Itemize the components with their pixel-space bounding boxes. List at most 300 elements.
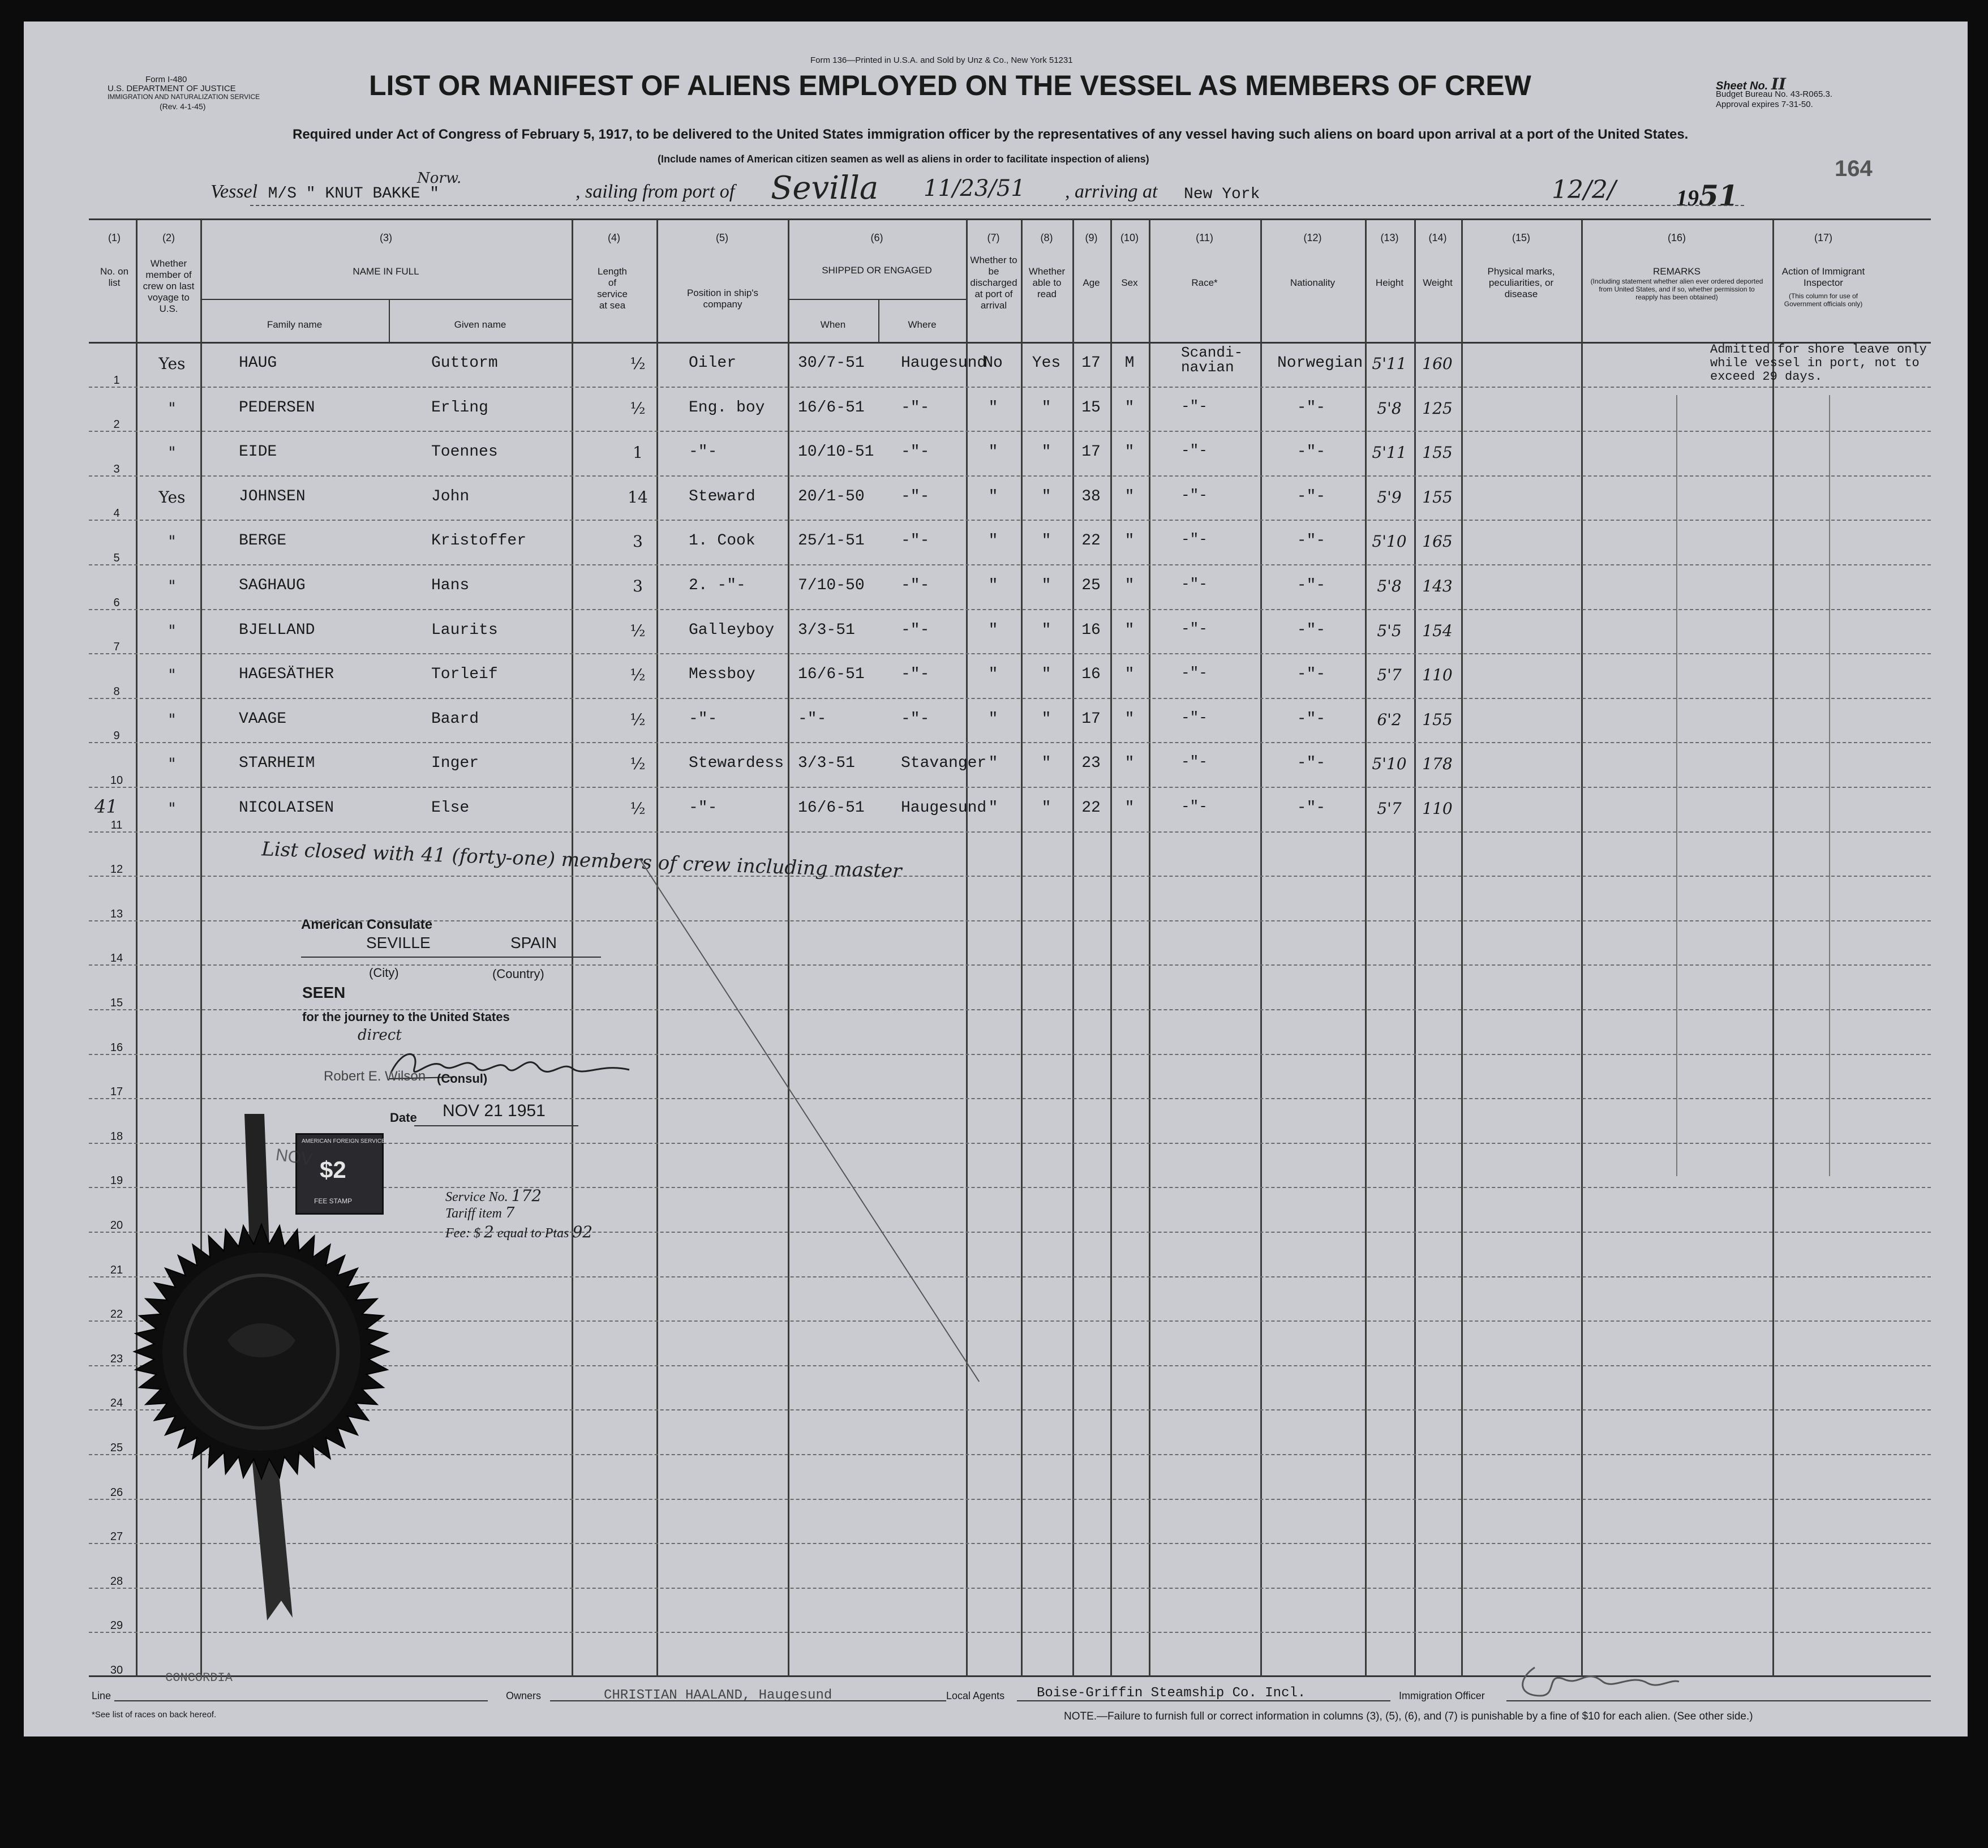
subheader-where: Where bbox=[908, 319, 937, 330]
cell-height: 5'11 bbox=[1372, 443, 1407, 462]
cell-member-crew: Yes bbox=[158, 487, 186, 507]
cell-discharged: No bbox=[984, 354, 1003, 372]
col-num-7: (7) bbox=[987, 232, 1000, 243]
cell-age: 16 bbox=[1081, 621, 1101, 639]
cell-position: Stewardess bbox=[689, 754, 784, 773]
closing-note: List closed with 41 (forty-one) members of crew including master bbox=[261, 838, 903, 883]
year-label bbox=[1676, 179, 1738, 212]
cell-race: Scandi- navian bbox=[1181, 344, 1243, 376]
col-num-10: (10) bbox=[1120, 232, 1139, 243]
cell-shipped-when: 10/10-51 bbox=[798, 443, 874, 461]
row-number: 11 bbox=[110, 819, 123, 831]
department: U.S. DEPARTMENT OF JUSTICE bbox=[108, 84, 236, 93]
cell-family-name: PEDERSEN bbox=[239, 398, 315, 417]
col-header-name: NAME IN FULL bbox=[353, 266, 419, 277]
arriving-port: New York bbox=[1184, 186, 1260, 203]
service-number: 172 bbox=[511, 1186, 542, 1205]
row-number: 6 bbox=[113, 597, 120, 609]
col-num-9: (9) bbox=[1085, 232, 1098, 243]
cell-race: -"- bbox=[1181, 664, 1208, 682]
cell-shipped-where: -"- bbox=[901, 666, 930, 684]
cell-able-to-read: " bbox=[1041, 621, 1051, 639]
cell-able-to-read: " bbox=[1041, 443, 1051, 461]
row-number: 24 bbox=[110, 1397, 123, 1409]
vessel-nationality-note: Norw. bbox=[417, 170, 462, 187]
col-line bbox=[1072, 220, 1074, 1677]
cell-member-crew: " bbox=[168, 532, 176, 551]
cell-race: -"- bbox=[1181, 397, 1208, 415]
cell-shipped-where: -"- bbox=[901, 710, 930, 728]
cell-nationality: -"- bbox=[1296, 577, 1326, 594]
city-label: (City) bbox=[369, 966, 399, 980]
cell-discharged: " bbox=[988, 621, 998, 639]
cell-sex: " bbox=[1124, 754, 1135, 773]
cell-position: 1. Cook bbox=[689, 532, 755, 550]
col-num-11: (11) bbox=[1196, 232, 1213, 243]
cell-shipped-where: -"- bbox=[901, 621, 930, 639]
col-line bbox=[1021, 220, 1023, 1677]
cell-weight: 155 bbox=[1422, 443, 1453, 462]
action-note: (This column for use of Government officials only) bbox=[1784, 292, 1863, 308]
cell-height: 5'7 bbox=[1377, 799, 1402, 818]
col-header-shipped: SHIPPED OR ENGAGED bbox=[822, 265, 932, 276]
col-line bbox=[1414, 220, 1416, 1677]
cell-shipped-when: 3/3-51 bbox=[798, 621, 855, 639]
fee-ptas: 92 bbox=[572, 1223, 593, 1241]
remarks-text: Admitted for shore leave only while vessel in port, not to exceed 29 days. bbox=[1710, 342, 1927, 384]
tariff-number: 7 bbox=[505, 1204, 515, 1221]
cell-nationality: -"- bbox=[1296, 398, 1326, 417]
col-line bbox=[656, 220, 658, 1677]
cell-given-name: Baard bbox=[431, 710, 479, 728]
cell-family-name: HAGESÄTHER bbox=[239, 666, 334, 684]
cell-sex: " bbox=[1124, 666, 1135, 684]
cell-shipped-where: -"- bbox=[901, 443, 930, 461]
row-number: 8 bbox=[113, 685, 120, 698]
consular-seal bbox=[126, 1114, 409, 1623]
cell-able-to-read: " bbox=[1041, 666, 1051, 684]
footer-line-value: CONCORDIA bbox=[165, 1671, 233, 1685]
cell-given-name: Kristoffer bbox=[431, 532, 527, 550]
row-rule bbox=[89, 564, 1931, 565]
cell-sex: " bbox=[1124, 398, 1135, 417]
fee-equal-label: equal to Ptas bbox=[497, 1226, 569, 1241]
col-line bbox=[966, 220, 968, 1677]
col-line bbox=[1365, 220, 1367, 1677]
cell-age: 25 bbox=[1081, 577, 1101, 594]
sheet-no-value: II bbox=[1771, 75, 1787, 93]
cell-height: 5'8 bbox=[1377, 577, 1402, 595]
cell-shipped-where: -"- bbox=[901, 398, 930, 417]
cell-discharged: " bbox=[988, 398, 998, 417]
sheet-no-label: Sheet No. bbox=[1716, 80, 1768, 92]
cell-age: 22 bbox=[1081, 799, 1101, 817]
cell-discharged: " bbox=[988, 577, 998, 594]
cell-family-name: EIDE bbox=[239, 443, 277, 461]
cell-weight: 178 bbox=[1422, 754, 1453, 774]
cell-member-crew: " bbox=[168, 799, 176, 818]
cell-weight: 155 bbox=[1422, 487, 1453, 507]
consul-name: Robert E. Wilson bbox=[324, 1069, 426, 1084]
row-rule bbox=[89, 876, 1931, 877]
seen-label: SEEN bbox=[302, 984, 346, 1001]
fee-stamp-bottom: FEE STAMP bbox=[314, 1197, 353, 1205]
row-number: 30 bbox=[110, 1664, 123, 1677]
cancel-date-stamp: NOV bbox=[274, 1145, 314, 1169]
cell-family-name: VAAGE bbox=[239, 710, 287, 728]
cell-family-name: BJELLAND bbox=[239, 621, 315, 639]
cell-nationality: -"- bbox=[1296, 443, 1326, 461]
cell-position: -"- bbox=[689, 799, 718, 817]
cell-height: 5'10 bbox=[1372, 532, 1407, 551]
cell-able-to-read: Yes bbox=[1032, 354, 1061, 372]
fee-label: Fee: $ bbox=[445, 1226, 480, 1241]
row-rule bbox=[89, 653, 1931, 654]
cell-given-name: Inger bbox=[431, 754, 479, 773]
cell-position: Eng. boy bbox=[689, 398, 765, 417]
shipped-subheader-line bbox=[788, 299, 966, 300]
col-num-4: (4) bbox=[608, 232, 620, 243]
sailing-date: 11/23/51 bbox=[924, 175, 1025, 201]
cell-weight: 165 bbox=[1422, 532, 1453, 551]
col-header-age: Age bbox=[1083, 277, 1100, 288]
subheader-when: When bbox=[820, 319, 846, 330]
approval-expiry: Approval expires 7-31-50. bbox=[1716, 100, 1813, 109]
cell-given-name: John bbox=[431, 487, 470, 505]
remarks-bracket-line bbox=[1829, 395, 1830, 1176]
cell-age: 23 bbox=[1081, 754, 1101, 773]
cell-height: 5'9 bbox=[1377, 487, 1402, 507]
cell-shipped-when: 7/10-50 bbox=[798, 577, 865, 594]
footer-officer-underline bbox=[1506, 1700, 1931, 1701]
cell-sex: " bbox=[1124, 487, 1135, 505]
footer-agents-value: Boise-Griffin Steamship Co. Incl. bbox=[1037, 1686, 1306, 1701]
cell-age: 17 bbox=[1081, 443, 1101, 461]
consulate-country: SPAIN bbox=[510, 934, 557, 951]
row-number: 21 bbox=[110, 1264, 123, 1276]
row-rule bbox=[89, 475, 1931, 477]
row-number: 25 bbox=[110, 1442, 123, 1454]
cell-position: Messboy bbox=[689, 666, 755, 684]
cell-race: -"- bbox=[1181, 620, 1208, 637]
row-number: 16 bbox=[110, 1041, 123, 1054]
cell-nationality: -"- bbox=[1296, 710, 1326, 728]
table-top-border bbox=[89, 218, 1931, 220]
vessel-underline bbox=[250, 205, 1744, 206]
cell-shipped-where: -"- bbox=[901, 487, 930, 505]
row-rule bbox=[89, 387, 1931, 388]
footer-line-label: Line bbox=[92, 1690, 111, 1701]
cell-age: 16 bbox=[1081, 666, 1101, 684]
row-number: 3 bbox=[113, 463, 120, 475]
col-num-3: (3) bbox=[380, 232, 392, 243]
row-number: 17 bbox=[110, 1086, 123, 1098]
cell-position: Oiler bbox=[689, 354, 737, 372]
row-rule bbox=[89, 609, 1931, 610]
races-note: *See list of races on back hereof. bbox=[92, 1710, 217, 1720]
fee-amount: 2 bbox=[483, 1223, 494, 1241]
manifest-sheet bbox=[24, 22, 1968, 1736]
name-subheader-line bbox=[200, 299, 572, 300]
cell-race: -"- bbox=[1181, 798, 1208, 815]
cell-shipped-where: Stavanger bbox=[901, 754, 987, 773]
cell-family-name: NICOLAISEN bbox=[239, 799, 334, 817]
cell-given-name: Erling bbox=[431, 398, 488, 417]
cell-family-name: SAGHAUG bbox=[239, 577, 306, 594]
row-rule bbox=[89, 1098, 1931, 1099]
row-number: 19 bbox=[110, 1174, 123, 1187]
cell-nationality: -"- bbox=[1296, 666, 1326, 684]
cell-able-to-read: " bbox=[1041, 398, 1051, 417]
journey-label: for the journey to the United States bbox=[302, 1010, 510, 1024]
row-number: 28 bbox=[110, 1575, 123, 1588]
col-num-13: (13) bbox=[1380, 232, 1399, 243]
subtitle: Required under Act of Congress of February 5, 1917, to be delivered to the United States immigration officer by the representatives of any vessel having such aliens on board upon arrival at a port of the United States. bbox=[293, 127, 1689, 142]
row-number: 1 bbox=[113, 374, 120, 387]
cell-service-length: 14 bbox=[628, 487, 648, 507]
col-num-2: (2) bbox=[162, 232, 175, 243]
cell-member-crew: " bbox=[168, 754, 176, 774]
vessel-name: M/S " KNUT BAKKE " bbox=[268, 185, 440, 203]
cell-discharged: " bbox=[988, 443, 998, 461]
col-header-position: Position in ship's company bbox=[686, 288, 759, 310]
col-header-service: Length of service at sea bbox=[597, 266, 628, 311]
cell-family-name: BERGE bbox=[239, 532, 287, 550]
footer-owners-value: CHRISTIAN HAALAND, Haugesund bbox=[604, 1688, 832, 1703]
row-number: 23 bbox=[110, 1353, 123, 1365]
cell-given-name: Laurits bbox=[431, 621, 498, 639]
cell-shipped-when: 16/6-51 bbox=[798, 799, 865, 817]
cell-shipped-when: -"- bbox=[798, 710, 827, 728]
cell-member-crew: " bbox=[168, 710, 176, 729]
cell-weight: 154 bbox=[1422, 621, 1453, 640]
fee-line bbox=[445, 1223, 592, 1241]
cell-discharged: " bbox=[988, 532, 998, 550]
col-line bbox=[1772, 220, 1774, 1677]
remarks-note: (Including statement whether alien ever ordered deported from United States, and if so, whether permission to reapply has been obtained) bbox=[1590, 277, 1763, 301]
col-header-remarks: REMARKS bbox=[1652, 266, 1701, 277]
col-line bbox=[1260, 220, 1262, 1677]
cell-shipped-where: -"- bbox=[901, 532, 930, 550]
page-title: LIST OR MANIFEST OF ALIENS EMPLOYED ON THE VESSEL AS MEMBERS OF CREW bbox=[369, 70, 1531, 101]
row-number: 18 bbox=[110, 1130, 123, 1143]
col-num-1: (1) bbox=[108, 232, 121, 243]
consul-label: (Consul) bbox=[437, 1071, 488, 1086]
cell-service-length: ½ bbox=[630, 621, 646, 640]
cell-height: 5'10 bbox=[1372, 754, 1407, 774]
cell-discharged: " bbox=[988, 666, 998, 684]
cell-race: -"- bbox=[1181, 486, 1208, 504]
cell-discharged: " bbox=[988, 710, 998, 728]
row-rule bbox=[89, 742, 1931, 743]
cell-shipped-where: -"- bbox=[901, 577, 930, 594]
vessel-line bbox=[211, 181, 439, 203]
col-header-read: Whether able to read bbox=[1028, 266, 1066, 299]
instruction-note: (Include names of American citizen seamen as well as aliens in order to facilitate inspection of aliens) bbox=[658, 153, 1149, 165]
cell-height: 6'2 bbox=[1377, 710, 1402, 729]
cell-sex: " bbox=[1124, 621, 1135, 639]
date-underline bbox=[414, 1125, 578, 1126]
col-header-nationality: Nationality bbox=[1290, 277, 1336, 288]
col-line bbox=[1581, 220, 1583, 1677]
cell-shipped-when: 30/7-51 bbox=[798, 354, 865, 372]
row-rule bbox=[89, 698, 1931, 699]
row-rule bbox=[89, 787, 1931, 788]
service: IMMIGRATION AND NATURALIZATION SERVICE bbox=[108, 93, 260, 101]
cell-able-to-read: " bbox=[1041, 754, 1051, 773]
direct-note: direct bbox=[358, 1027, 402, 1044]
cell-weight: 125 bbox=[1422, 398, 1453, 418]
row-number: 13 bbox=[110, 908, 123, 920]
col-line bbox=[1461, 220, 1463, 1677]
row-rule bbox=[89, 831, 1931, 833]
footer-agents-underline bbox=[1017, 1700, 1390, 1701]
cell-race: -"- bbox=[1181, 753, 1208, 771]
row-number: 4 bbox=[113, 507, 120, 520]
cell-race: -"- bbox=[1181, 531, 1208, 548]
cell-sex: " bbox=[1124, 443, 1135, 461]
cell-race: -"- bbox=[1181, 442, 1208, 460]
service-line bbox=[445, 1186, 542, 1205]
col-num-14: (14) bbox=[1428, 232, 1447, 243]
cell-member-crew: " bbox=[168, 398, 176, 418]
cell-family-name: JOHNSEN bbox=[239, 487, 306, 505]
cell-sex: " bbox=[1124, 710, 1135, 728]
row-rule bbox=[89, 1632, 1931, 1633]
cell-member-crew: " bbox=[168, 577, 176, 595]
cell-shipped-where: Haugesund bbox=[901, 354, 987, 372]
cell-given-name: Else bbox=[431, 799, 470, 817]
col-header-discharged: Whether to be discharged at port of arrival bbox=[970, 255, 1017, 311]
cell-given-name: Hans bbox=[431, 577, 470, 594]
cell-service-length: 3 bbox=[633, 532, 643, 551]
subheader-given: Given name bbox=[454, 319, 506, 330]
row-number: 29 bbox=[110, 1619, 123, 1632]
date-label: Date bbox=[390, 1110, 417, 1125]
row-number: 2 bbox=[113, 418, 120, 431]
cell-shipped-where: Haugesund bbox=[901, 799, 987, 817]
cell-member-crew: " bbox=[168, 621, 176, 640]
cell-age: 17 bbox=[1081, 710, 1101, 728]
cell-discharged: " bbox=[988, 754, 998, 773]
row-number: 20 bbox=[110, 1219, 123, 1232]
cell-member-crew: " bbox=[168, 443, 176, 462]
footer-line-underline bbox=[114, 1700, 488, 1701]
cell-given-name: Guttorm bbox=[431, 354, 498, 372]
col-line bbox=[1110, 220, 1112, 1677]
cell-service-length: 3 bbox=[633, 577, 643, 595]
col-line bbox=[572, 220, 573, 1677]
cell-weight: 143 bbox=[1422, 577, 1453, 595]
cell-nationality: Norwegian bbox=[1277, 354, 1363, 372]
budget-bureau: Budget Bureau No. 43-R065.3. bbox=[1716, 89, 1832, 99]
cell-service-length: ½ bbox=[630, 666, 646, 685]
footer-owners-underline bbox=[550, 1700, 946, 1701]
cell-member-crew: " bbox=[168, 666, 176, 685]
fine-note: NOTE.—Failure to furnish full or correct information in columns (3), (5), (6), and (7) is punishable by a fine of $10 for each alien. (See other side.) bbox=[1064, 1710, 1753, 1722]
fee-stamp-value: $2 bbox=[320, 1156, 346, 1183]
cell-given-name: Toennes bbox=[431, 443, 498, 461]
cell-discharged: " bbox=[988, 487, 998, 505]
cell-shipped-when: 16/6-51 bbox=[798, 398, 865, 417]
cell-age: 22 bbox=[1081, 532, 1101, 550]
col-header-race: Race* bbox=[1191, 277, 1218, 288]
col-header-height: Height bbox=[1375, 277, 1404, 288]
cell-height: 5'11 bbox=[1372, 354, 1407, 373]
cell-nationality: -"- bbox=[1296, 532, 1326, 550]
cell-able-to-read: " bbox=[1041, 577, 1051, 594]
cell-position: Galleyboy bbox=[689, 621, 775, 639]
cell-shipped-when: 20/1-50 bbox=[798, 487, 865, 505]
cell-sex: M bbox=[1124, 354, 1135, 372]
cell-nationality: -"- bbox=[1296, 487, 1326, 505]
cell-family-name: STARHEIM bbox=[239, 754, 315, 773]
footer-agents-label: Local Agents bbox=[946, 1690, 1005, 1701]
form-number: Form I-480 bbox=[145, 75, 187, 84]
col-header-weight: Weight bbox=[1423, 277, 1453, 288]
cell-nationality: -"- bbox=[1296, 621, 1326, 639]
row-number: 9 bbox=[113, 730, 120, 742]
cell-weight: 155 bbox=[1422, 710, 1453, 729]
row-number: 7 bbox=[113, 641, 120, 653]
cell-race: -"- bbox=[1181, 576, 1208, 593]
cell-service-length: ½ bbox=[630, 354, 646, 373]
cell-nationality: -"- bbox=[1296, 799, 1326, 817]
consulate-city: SEVILLE bbox=[366, 934, 431, 951]
row-number: 22 bbox=[110, 1308, 123, 1320]
row-number: 10 bbox=[110, 774, 123, 787]
officer-signature bbox=[1512, 1656, 1682, 1707]
list-number-handwritten: 41 bbox=[95, 796, 118, 817]
country-label: (Country) bbox=[492, 967, 544, 981]
arriving-date: 12/2/ bbox=[1552, 175, 1616, 204]
col-num-5: (5) bbox=[716, 232, 728, 243]
cell-weight: 160 bbox=[1422, 354, 1453, 373]
year-suffix: 51 bbox=[1699, 179, 1738, 212]
arriving-label: , arriving at bbox=[1065, 181, 1158, 202]
cell-position: Steward bbox=[689, 487, 755, 505]
remarks-bracket-line bbox=[1676, 395, 1677, 1176]
cell-age: 17 bbox=[1081, 354, 1101, 372]
sailing-label: , sailing from port of bbox=[576, 181, 735, 202]
cell-age: 38 bbox=[1081, 487, 1101, 505]
printer-line: Form 136—Printed in U.S.A. and Sold by Unz & Co., New York 51231 bbox=[810, 55, 1073, 65]
cell-service-length: ½ bbox=[630, 710, 646, 729]
row-number: 27 bbox=[110, 1530, 123, 1543]
cell-sex: " bbox=[1124, 532, 1135, 550]
cell-shipped-when: 25/1-51 bbox=[798, 532, 865, 550]
col-num-17: (17) bbox=[1814, 232, 1832, 243]
cell-nationality: -"- bbox=[1296, 754, 1326, 773]
cell-service-length: ½ bbox=[630, 754, 646, 774]
cell-shipped-when: 3/3-51 bbox=[798, 754, 855, 773]
cell-service-length: 1 bbox=[633, 443, 643, 462]
cell-able-to-read: " bbox=[1041, 532, 1051, 550]
col-header-sex: Sex bbox=[1121, 277, 1138, 288]
row-number: 5 bbox=[113, 552, 120, 564]
year-prefix: 19 bbox=[1676, 185, 1699, 211]
footer-owners-label: Owners bbox=[506, 1690, 542, 1701]
cell-height: 5'7 bbox=[1377, 666, 1402, 685]
cell-able-to-read: " bbox=[1041, 710, 1051, 728]
cell-able-to-read: " bbox=[1041, 799, 1051, 817]
vessel-label: Vessel bbox=[211, 181, 258, 202]
service-label: Service No. bbox=[445, 1190, 508, 1204]
cell-given-name: Torleif bbox=[431, 666, 498, 684]
sailing-port: Sevilla bbox=[771, 170, 879, 207]
cell-height: 5'5 bbox=[1377, 621, 1402, 640]
row-number: 14 bbox=[110, 952, 123, 964]
